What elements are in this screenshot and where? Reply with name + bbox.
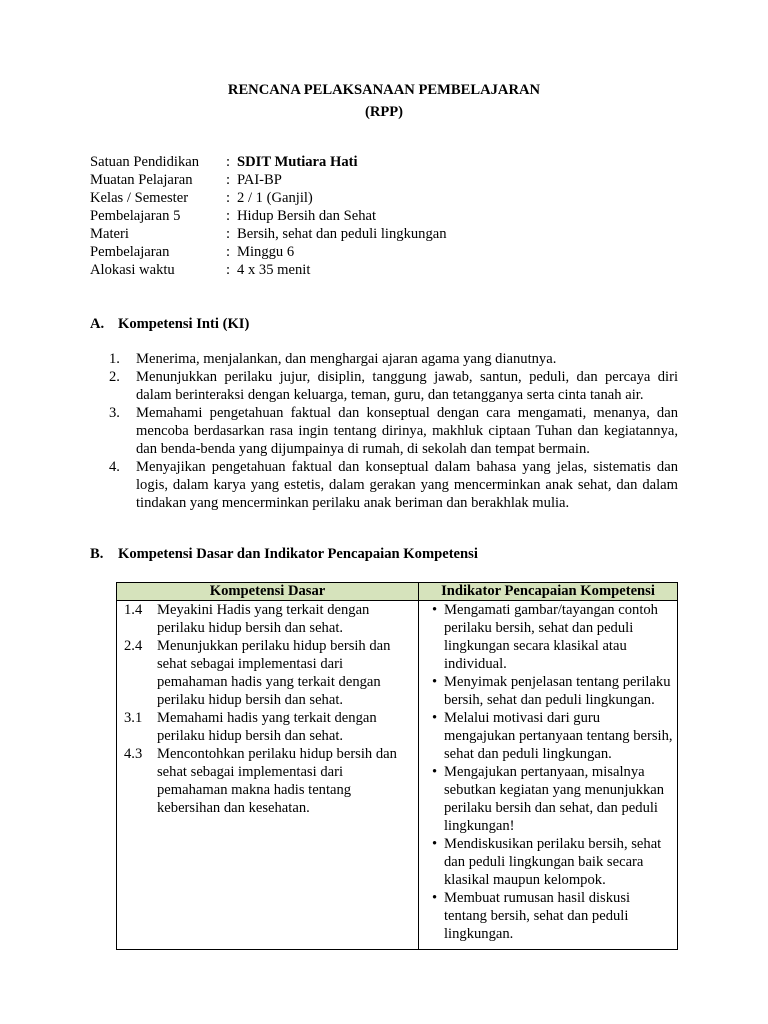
list-item <box>109 458 678 512</box>
kd-number: 2.4 <box>124 638 143 654</box>
kd-text: Meyakini Hadis yang terkait dengan perilaku hidup bersih dan sehat. <box>157 602 370 636</box>
info-colon: : <box>226 172 231 188</box>
indicator-item <box>425 673 673 709</box>
indicator-cell <box>419 601 678 950</box>
section-number: B. <box>90 546 104 562</box>
competency-table <box>116 582 678 950</box>
kd-text: Mencontohkan perilaku hidup bersih dan sehat sebagai implementasi dari pemahaman makna hadis tentang kebersihan dan kesehatan. <box>157 746 397 816</box>
info-row <box>90 207 447 225</box>
section-a-heading <box>90 315 249 333</box>
header-indikator: Indikator Pencapaian Kompetensi <box>419 583 678 601</box>
info-label: Muatan Pelajaran <box>90 172 193 188</box>
kd-item <box>124 637 414 709</box>
info-row <box>90 243 447 261</box>
item-number: 2. <box>109 369 120 385</box>
kompetensi-inti-list <box>109 350 678 512</box>
indicator-text: Mengajukan pertanyaan, misalnya sebutkan kegiatan yang menunjukkan perilaku bersih dan sehat, dan peduli lingkungan! <box>444 764 665 834</box>
info-value: SDIT Mutiara Hati <box>237 154 358 170</box>
indicator-text: Mengamati gambar/tayangan contoh perilaku bersih, sehat dan peduli lingkungan secara klasikal atau individual. <box>444 602 658 672</box>
kd-number: 1.4 <box>124 602 143 618</box>
table-row <box>117 601 678 950</box>
bullet-icon: • <box>431 836 438 852</box>
bullet-icon: • <box>431 710 438 726</box>
info-label: Alokasi waktu <box>90 262 175 278</box>
indicator-text: Melalui motivasi dari guru mengajukan pertanyaan tentang bersih, sehat dan peduli lingkungan. <box>444 710 673 762</box>
indicator-item <box>425 889 673 943</box>
info-label: Pembelajaran 5 <box>90 208 181 224</box>
document-subtitle: (RPP) <box>364 104 404 120</box>
indicator-item <box>425 709 673 763</box>
info-colon: : <box>226 244 231 260</box>
kd-number: 3.1 <box>124 710 143 726</box>
item-number: 4. <box>109 459 120 475</box>
list-item <box>109 368 678 404</box>
info-value: Bersih, sehat dan peduli lingkungan <box>237 226 447 242</box>
info-colon: : <box>226 208 231 224</box>
info-colon: : <box>226 262 231 278</box>
info-label: Pembelajaran <box>90 244 170 260</box>
item-text: Menyajikan pengetahuan faktual dan konseptual dalam bahasa yang jelas, sistematis dan logis, dalam karya yang estetis, dalam gerakan yang mencerminkan anak sehat, dan dalam tindakan yang mencerminkan perilaku anak beriman dan berakhlak mulia. <box>136 459 678 511</box>
indicator-item <box>425 601 673 673</box>
item-text: Menunjukkan perilaku jujur, disiplin, tanggung jawab, santun, peduli, dan percaya diri dalam berinteraksi dengan keluarga, teman, guru, dan tetangganya serta cinta tanah air. <box>136 369 678 403</box>
kd-text: Menunjukkan perilaku hidup bersih dan sehat sebagai implementasi dari pemahaman hadis yang terkait dengan perilaku hidup bersih dan sehat. <box>157 638 391 708</box>
document-title: RENCANA PELAKSANAAN PEMBELAJARAN <box>227 82 541 98</box>
section-title: Kompetensi Inti (KI) <box>118 316 250 332</box>
info-colon: : <box>226 226 231 242</box>
item-text: Menerima, menjalankan, dan menghargai ajaran agama yang dianutnya. <box>136 351 557 367</box>
info-row <box>90 189 447 207</box>
section-b-heading <box>90 545 478 563</box>
info-row <box>90 153 447 171</box>
kd-item <box>124 745 414 817</box>
indicator-item <box>425 763 673 835</box>
indicator-text: Membuat rumusan hasil diskusi tentang bersih, sehat dan peduli lingkungan. <box>444 890 631 942</box>
info-colon: : <box>226 154 231 170</box>
bullet-icon: • <box>431 674 438 690</box>
list-item <box>109 350 678 368</box>
kd-cell <box>117 601 419 950</box>
identity-block <box>90 153 447 279</box>
section-title: Kompetensi Dasar dan Indikator Pencapaian Kompetensi <box>118 546 478 562</box>
info-row <box>90 225 447 243</box>
info-value: PAI-BP <box>237 172 282 188</box>
bullet-icon: • <box>431 890 438 906</box>
header-kompetensi-dasar: Kompetensi Dasar <box>117 583 419 601</box>
info-label: Satuan Pendidikan <box>90 154 200 170</box>
section-number: A. <box>90 316 105 332</box>
info-row <box>90 171 447 189</box>
indicator-text: Menyimak penjelasan tentang perilaku bersih, sehat dan peduli lingkungan. <box>444 674 671 708</box>
info-value: Hidup Bersih dan Sehat <box>237 208 377 224</box>
indicator-item <box>425 835 673 889</box>
bullet-icon: • <box>431 764 438 780</box>
kd-item <box>124 601 414 637</box>
info-label: Materi <box>90 226 129 242</box>
item-number: 1. <box>109 351 120 367</box>
indicator-text: Mendiskusikan perilaku bersih, sehat dan peduli lingkungan baik secara klasikal maupun kelompok. <box>444 836 662 888</box>
info-value: 4 x 35 menit <box>237 262 311 278</box>
kd-text: Memahami hadis yang terkait dengan perilaku hidup bersih dan sehat. <box>157 710 377 744</box>
info-value: Minggu 6 <box>237 244 295 260</box>
item-text: Memahami pengetahuan faktual dan konseptual dengan cara mengamati, menanya, dan mencoba berdasarkan rasa ingin tentang dirinya, makhluk ciptaan Tuhan dan kegiatannya, dan benda-benda yang dijumpainya di rumah, di sekolah dan tempat bermain. <box>136 405 678 457</box>
list-item <box>109 404 678 458</box>
info-label: Kelas / Semester <box>90 190 189 206</box>
table-header-row <box>117 583 678 601</box>
info-colon: : <box>226 190 231 206</box>
kd-number: 4.3 <box>124 746 143 762</box>
bullet-icon: • <box>431 602 438 618</box>
info-value: 2 / 1 (Ganjil) <box>237 190 313 206</box>
kd-item <box>124 709 414 745</box>
item-number: 3. <box>109 405 120 421</box>
info-row <box>90 261 447 279</box>
